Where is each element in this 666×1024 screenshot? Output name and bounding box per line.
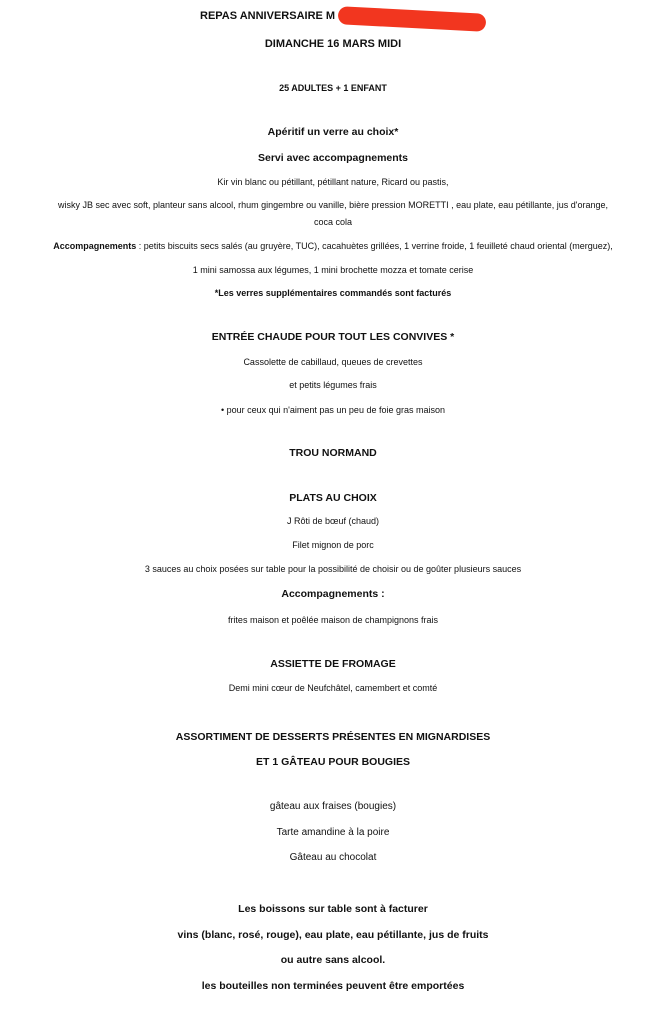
plats-accompaniments: frites maison et poêlée maison de champignons frais	[227, 615, 439, 625]
boissons-line-2: vins (blanc, rosé, rouge), eau plate, eau pétillante, jus de fruits	[177, 929, 489, 941]
boissons-line-1: Les boissons sur table sont à facturer	[238, 903, 428, 915]
guest-count: 25 ADULTES + 1 ENFANT	[279, 83, 387, 93]
aperitif-drinks-line-2: wisky JB sec avec soft, planteur sans alcool, rhum gingembre ou vanille, bière pression MORETTI , eau plate, eau pétillante, jus d'orange,	[58, 200, 608, 210]
aperitif-note: *Les verres supplémentaires commandés sont facturés	[214, 288, 452, 298]
fromage-title: ASSIETTE DE FROMAGE	[270, 658, 396, 670]
accompaniments-text: : petits biscuits secs salés (au gruyère, TUC), cacahuètes grillées, 1 verrine froide, 1 feuilleté chaud oriental (merguez),	[136, 241, 613, 251]
desserts-title-2: ET 1 GÂTEAU POUR BOUGIES	[255, 756, 411, 768]
aperitif-drinks-line-3: coca cola	[313, 217, 353, 227]
aperitif-drinks-line-1: Kir vin blanc ou pétillant, pétillant nature, Ricard ou pastis,	[217, 177, 449, 187]
dessert-item-1: gâteau aux fraises (bougies)	[269, 801, 397, 812]
dessert-item-2: Tarte amandine à la poire	[276, 827, 390, 838]
entree-title: ENTRÉE CHAUDE POUR TOUT LES CONVIVES *	[211, 331, 455, 343]
aperitif-accompaniments-line-2: 1 mini samossa aux légumes, 1 mini brochette mozza et tomate cerise	[192, 265, 474, 275]
plats-accompaniments-title: Accompagnements :	[281, 588, 385, 600]
entree-line-1: Cassolette de cabillaud, queues de crevettes	[243, 357, 423, 367]
accompaniments-label: Accompagnements	[53, 241, 137, 251]
aperitif-title: Apéritif un verre au choix*	[267, 126, 399, 138]
menu-title: REPAS ANNIVERSAIRE M	[200, 10, 336, 22]
entree-line-3: • pour ceux qui n'aiment pas un peu de foie gras maison	[220, 405, 445, 415]
plat-item-2: Filet mignon de porc	[292, 540, 374, 550]
menu-date: DIMANCHE 16 MARS MIDI	[264, 38, 402, 50]
boissons-line-3: ou autre sans alcool.	[280, 954, 386, 966]
aperitif-accompaniments	[0, 240, 666, 252]
dessert-item-3: Gâteau au chocolat	[289, 852, 377, 863]
aperitif-subtitle: Servi avec accompagnements	[258, 152, 408, 164]
trou-normand-title: TROU NORMAND	[289, 447, 377, 459]
plats-sauces: 3 sauces au choix posées sur table pour la possibilité de choisir ou de goûter plusieurs sauces	[144, 564, 522, 574]
fromage-line: Demi mini cœur de Neufchâtel, camembert et comté	[228, 683, 438, 693]
plats-title: PLATS AU CHOIX	[289, 492, 377, 504]
boissons-line-4: les bouteilles non terminées peuvent être emportées	[201, 980, 465, 992]
desserts-title-1: ASSORTIMENT DE DESSERTS PRÉSENTES EN MIGNARDISES	[175, 731, 491, 743]
entree-line-2: et petits légumes frais	[289, 380, 377, 390]
redaction-mark	[338, 6, 487, 32]
plat-item-1: J Rôti de bœuf (chaud)	[286, 516, 380, 526]
